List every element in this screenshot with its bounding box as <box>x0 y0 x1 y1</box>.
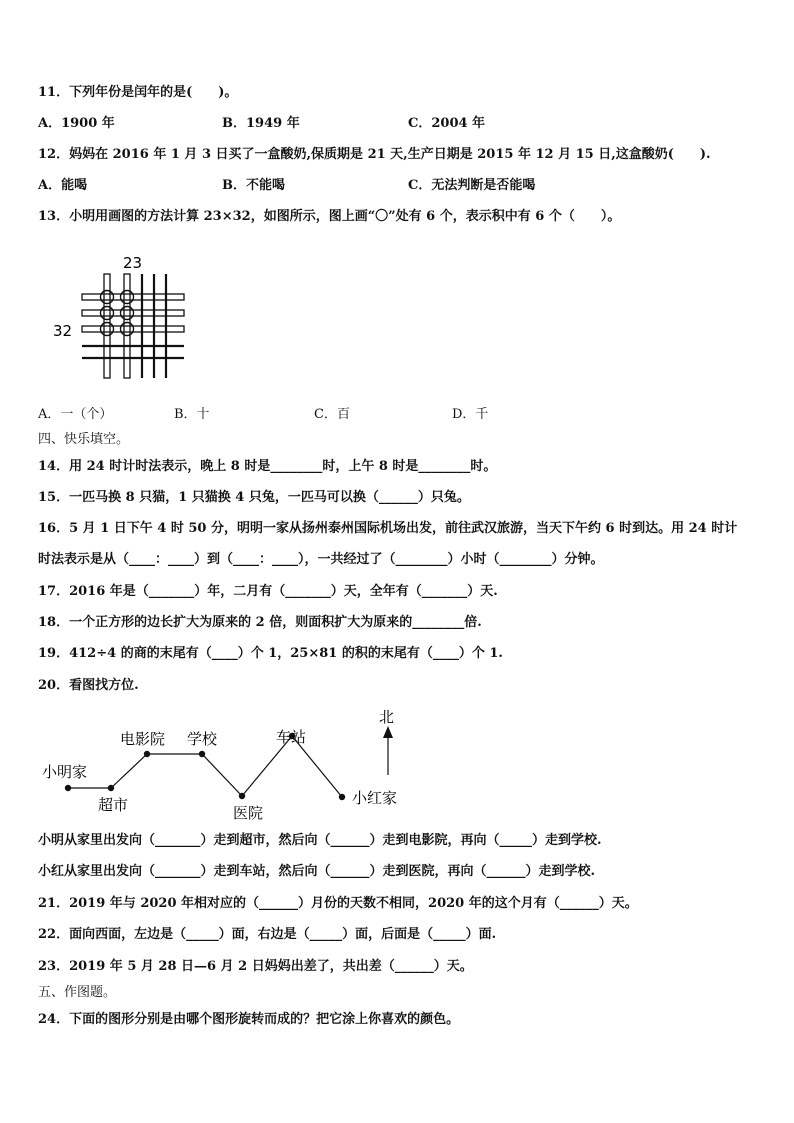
q13-option-d: D．千 <box>452 407 489 422</box>
q20-north-arrow <box>379 708 394 775</box>
q21-text: 21．2019 年与 2020 年相对应的（______）月份的天数不相同，2020 年的这个月有（______）天。 <box>38 896 638 911</box>
q12-option-c: C．无法判断是否能喝 <box>408 178 536 193</box>
q20-place-supermarket: 超市 <box>98 796 129 814</box>
q17-text: 17．2016 年是（_______）年，二月有（_______）天，全年有（_______）天. <box>38 584 498 599</box>
q12-option-b: B．不能喝 <box>222 178 285 193</box>
q20-place-hospital: 医院 <box>233 804 264 822</box>
q13-options <box>38 406 738 424</box>
q13-label-32: 32 <box>53 322 73 340</box>
q11-option-b: B．1949 年 <box>222 116 300 131</box>
q20-line-1: 小明从家里出发向（_______）走到超市，然后向（______）走到电影院，再向（_____）走到学校. <box>38 833 602 848</box>
q20-line-2: 小红从家里出发向（_______）走到车站，然后向（______）走到医院，再向（______）走到学校. <box>38 864 596 879</box>
q11-stem: 11．下列年份是闰年的是( )。 <box>38 85 238 100</box>
q18-text: 18．一个正方形的边长扩大为原来的 2 倍，则面积扩大为原来的________倍. <box>38 615 482 630</box>
q14-text: 14．用 24 时计时法表示，晚上 8 时是________时，上午 8 时是________时。 <box>38 459 497 474</box>
q12-option-a: A．能喝 <box>38 178 88 193</box>
q15-text: 15．一匹马换 8 只猫，1 只猫换 4 只兔，一匹马可以换（______）只兔。 <box>38 490 470 505</box>
q19-text: 19．412÷4 的商的末尾有（____）个 1，25×81 的积的末尾有（____）个 1. <box>38 646 503 661</box>
q13-grid-figure <box>50 250 200 385</box>
q13-option-c: C．百 <box>314 407 350 422</box>
q20-north-label: 北 <box>379 708 395 726</box>
q24-text: 24．下面的图形分别是由哪个图形旋转而成的？把它涂上你喜欢的颜色。 <box>38 1012 460 1027</box>
q11-options <box>38 115 738 133</box>
section-4-heading: 四、快乐填空。 <box>38 432 130 447</box>
q13-stem: 13．小明用画图的方法计算 23×32，如图所示，图上画“〇”处有 6 个，表示积中有 6 个（ ）。 <box>38 209 621 224</box>
q11-option-a: A．1900 年 <box>38 116 115 131</box>
q13-label-23: 23 <box>123 254 143 272</box>
q20-stem: 20．看图找方位. <box>38 678 139 693</box>
q20-map-figure <box>36 705 436 825</box>
q13-circles <box>101 291 134 336</box>
q20-place-cinema: 电影院 <box>120 730 166 748</box>
q20-place-xiaohong-home: 小红家 <box>352 789 398 807</box>
q20-place-station: 车站 <box>276 728 307 746</box>
q12-options <box>38 177 738 195</box>
q16-line-2: 时法表示是从（____：____）到（____：____），一共经过了（________）小时（________）分钟。 <box>38 552 604 567</box>
q20-place-school: 学校 <box>187 730 218 748</box>
q11-option-c: C．2004 年 <box>408 116 486 131</box>
q16-line-1: 16．5 月 1 日下午 4 时 50 分，明明一家从扬州泰州国际机场出发，前往武汉旅游，当天下午约 6 时到达。用 24 时计 <box>38 521 738 536</box>
q13-option-b: B．十 <box>174 407 210 422</box>
q22-text: 22．面向西面，左边是（_____）面，右边是（_____）面，后面是（_____）面. <box>38 927 497 942</box>
q13-option-a: A．一（个） <box>38 407 113 422</box>
q20-place-xiaoming-home: 小明家 <box>42 763 88 781</box>
section-5-heading: 五、作图题。 <box>38 985 117 1000</box>
q23-text: 23．2019 年 5 月 28 日—6 月 2 日妈妈出差了，共出差（______）天。 <box>38 959 473 974</box>
q12-stem: 12．妈妈在 2016 年 1 月 3 日买了一盒酸奶,保质期是 21 天,生产日期是 2015 年 12 月 15 日,这盒酸奶( ). <box>38 147 711 162</box>
